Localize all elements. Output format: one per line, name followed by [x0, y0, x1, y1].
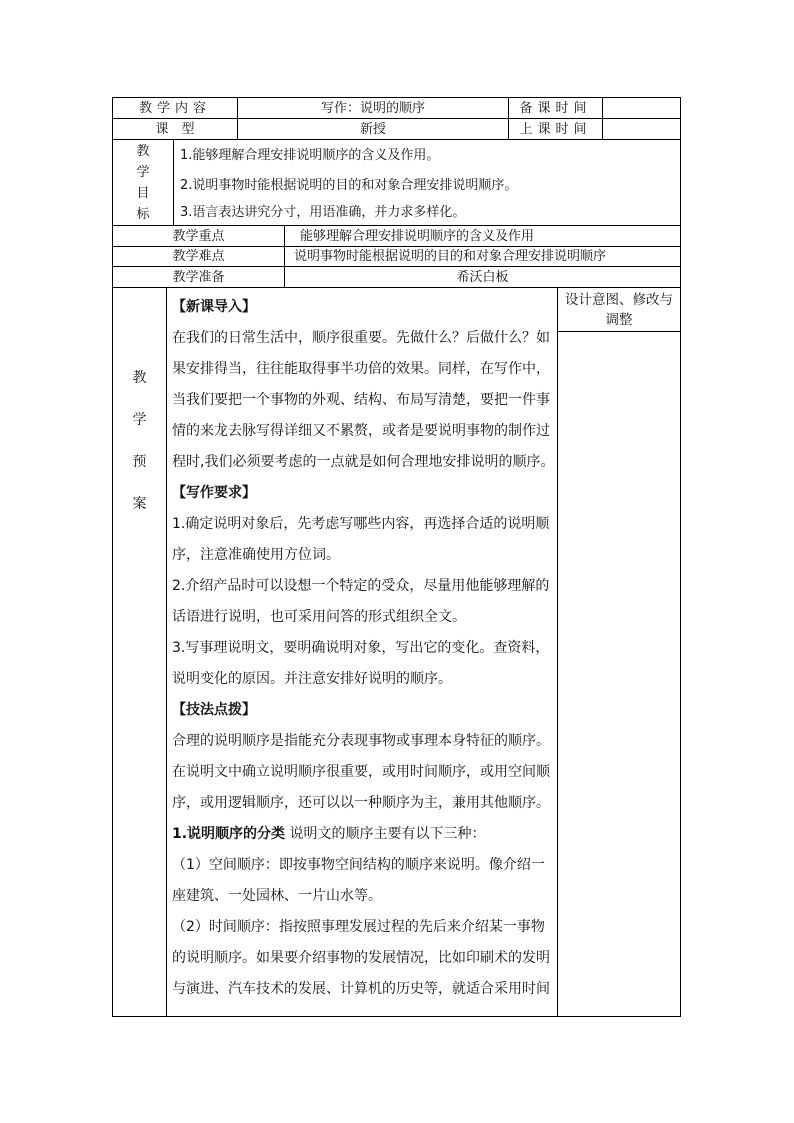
objective-item: 1.能够理解合理安排说明顺序的含义及作用。 [180, 148, 440, 163]
plan-label [113, 370, 166, 550]
difficulty-label: 教学难点 [172, 249, 225, 264]
classification-item: 的说明顺序。如果要介绍事物的发展情况，比如印刷术的发明 [172, 950, 550, 966]
plan-label-char: 教 [132, 370, 147, 386]
requirement-line: 1.确定说明对象后，先考虑写哪些内容，再选择合适的说明顺 [172, 516, 550, 532]
plan-label-char: 案 [132, 496, 147, 512]
requirements-heading: 【写作要求】 [172, 485, 256, 501]
plan-label-char: 学 [132, 412, 147, 428]
class-time-label: 上课时间 [519, 121, 592, 137]
objectives-label [113, 140, 173, 225]
type-label: 课 型 [155, 121, 195, 137]
requirement-line: 话语进行说明，也可采用问答的形式组织全文。 [172, 609, 466, 625]
lesson-title: 写作：说明的顺序 [320, 100, 425, 116]
key-point-label: 教学重点 [172, 228, 225, 244]
preparation-value: 希沃白板 [456, 269, 509, 285]
objectives-label-char: 标 [136, 206, 150, 222]
type-value: 新授 [359, 121, 386, 137]
requirement-line: 说明变化的原因。并注意安排好说明的顺序。 [172, 671, 452, 687]
objectives-label-char: 教 [136, 143, 150, 159]
requirement-line: 序，注意准确使用方位词。 [172, 547, 340, 563]
preparation-label: 教学准备 [172, 269, 225, 285]
key-point-value: 能够理解合理安排说明顺序的含义及作用 [300, 229, 535, 244]
prep-time-value[interactable] [603, 98, 680, 118]
requirement-line: 2.介绍产品时可以设想一个特定的受众，尽量用他能够理解的 [172, 578, 550, 594]
plan-content [172, 292, 554, 1005]
tips-line: 序，或用逻辑顺序，还可以以一种顺序为主，兼用其他顺序。 [172, 795, 550, 811]
classification-line [172, 819, 554, 850]
intro-line: 当我们要把一个事物的外观、结构、布局写清楚，要把一件事 [172, 392, 550, 408]
difficulty-value: 说明事物时能根据说明的目的和对象合理安排说明顺序 [294, 249, 607, 264]
intro-line: 情的来龙去脉写得详细又不累赘，或者是要说明事物的制作过 [172, 423, 550, 439]
requirement-line: 3.写事理说明文，要明确说明对象，写出它的变化。查资料， [172, 640, 550, 656]
intro-heading: 【新课导入】 [172, 299, 256, 315]
classification-text: 说明文的顺序主要有以下三种： [285, 826, 486, 842]
objectives-label-char: 目 [136, 185, 150, 201]
content-label: 教学内容 [138, 100, 211, 116]
objective-item: 2.说明事物时能根据说明的目的和对象合理安排说明顺序。 [180, 178, 518, 193]
objectives-list [180, 147, 675, 223]
intro-line: 在我们的日常生活中，顺序很重要。先做什么？后做什么？如 [172, 330, 550, 346]
tips-line: 在说明文中确立说明顺序很重要，或用时间顺序，或用空间顺 [172, 764, 550, 780]
plan-label-char: 预 [132, 454, 147, 470]
objective-item: 3.语言表达讲究分寸，用语准确，并力求多样化。 [180, 205, 466, 220]
class-time-value[interactable] [603, 119, 680, 139]
prep-time-label: 备课时间 [519, 100, 592, 116]
intro-line: 果安排得当，往往能取得事半功倍的效果。同样，在写作中， [172, 361, 550, 377]
intro-line: 程时,我们必须要考虑的一点就是如何合理地安排说明的顺序。 [172, 454, 554, 470]
classification-heading: 1.说明顺序的分类 [172, 826, 286, 842]
design-intent-header: 设计意图、修改与调整 [565, 292, 673, 328]
tips-line: 合理的说明顺序是指能充分表现事物或事理本身特征的顺序。 [172, 733, 550, 749]
tips-heading: 【技法点拨】 [172, 702, 256, 718]
classification-item: （2）时间顺序：指按照事理发展过程的先后来介绍某一事物 [172, 919, 545, 935]
classification-item: （1）空间顺序：即按事物空间结构的顺序来说明。像介绍一 [172, 857, 545, 873]
classification-item: 与演进、汽车技术的发展、计算机的历史等，就适合采用时间 [172, 981, 550, 997]
classification-item: 座建筑、一处园林、一片山水等。 [172, 888, 382, 904]
objectives-label-char: 学 [136, 164, 150, 180]
